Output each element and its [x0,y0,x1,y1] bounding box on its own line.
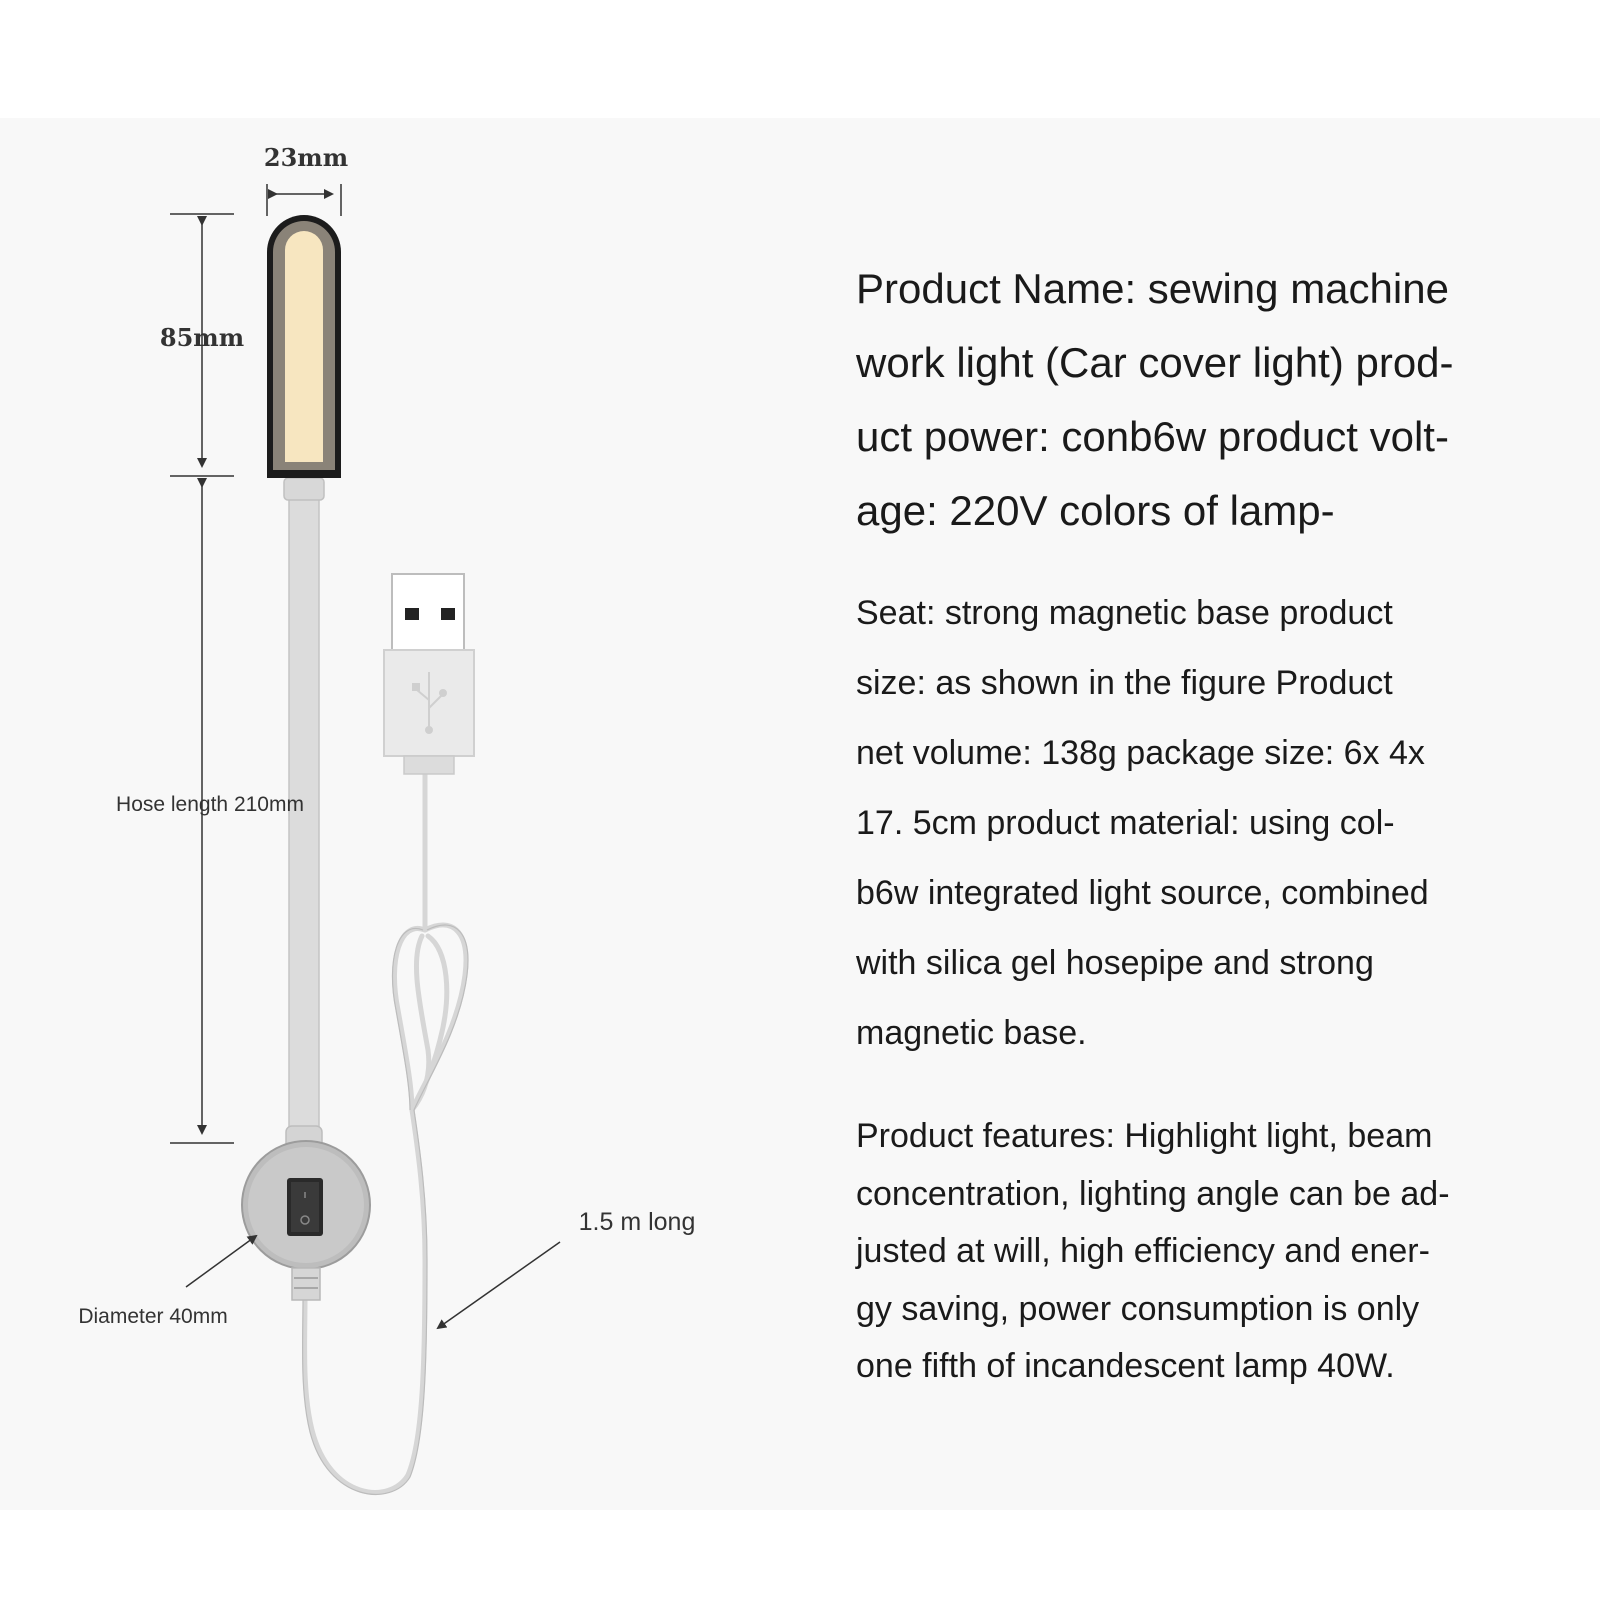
width-dimension [267,184,341,216]
paragraph-line: justed at will, high efficiency and ener- [856,1232,1430,1270]
coiled-cable [305,770,466,1492]
cable-leader [438,1242,560,1328]
usb-pin [441,608,455,620]
paragraph-line: Product features: Highlight light, beam [856,1117,1433,1155]
hose-joint [284,478,324,500]
paragraph-line: work light (Car cover light) prod- [856,339,1454,386]
lamp-width-label: 23mm [263,143,349,172]
paragraph-line: Product Name: sewing machine [856,265,1449,312]
product-spec-paragraph [856,578,1556,1068]
product-name-paragraph [856,252,1556,548]
usb-pin [405,608,419,620]
paragraph-line: size: as shown in the figure Product [856,664,1393,702]
paragraph-line: net volume: 138g package size: 6x 4x [856,734,1425,772]
paragraph-line: magnetic base. [856,1014,1087,1052]
product-features-paragraph [856,1108,1556,1396]
power-switch-icon [287,1178,323,1236]
paragraph-line: concentration, lighting angle can be ad- [856,1174,1450,1213]
diameter-leader [186,1236,256,1287]
usb-plug-icon [384,574,474,774]
paragraph-line: uct power: conb6w product volt- [856,413,1449,460]
paragraph-line: Seat: strong magnetic base product [856,594,1393,632]
paragraph-line: 17. 5cm product material: using col- [856,804,1395,842]
cable-length-label: 1.5 m long [578,1208,696,1236]
paragraph-line: with silica gel hosepipe and strong [856,944,1374,982]
hose-length-label: Hose length 210mm [116,793,304,816]
paragraph-line: gy saving, power consumption is only [856,1289,1420,1328]
paragraph-line: age: 220V colors of lamp- [856,487,1335,534]
lamp-head-icon [267,215,341,478]
base-diameter-label: Diameter 40mm [78,1305,228,1328]
paragraph-line: one fifth of incandescent lamp 40W. [856,1347,1395,1385]
lamp-height-label: 85mm [159,323,245,352]
paragraph-line: b6w integrated light source, combined [856,874,1429,912]
